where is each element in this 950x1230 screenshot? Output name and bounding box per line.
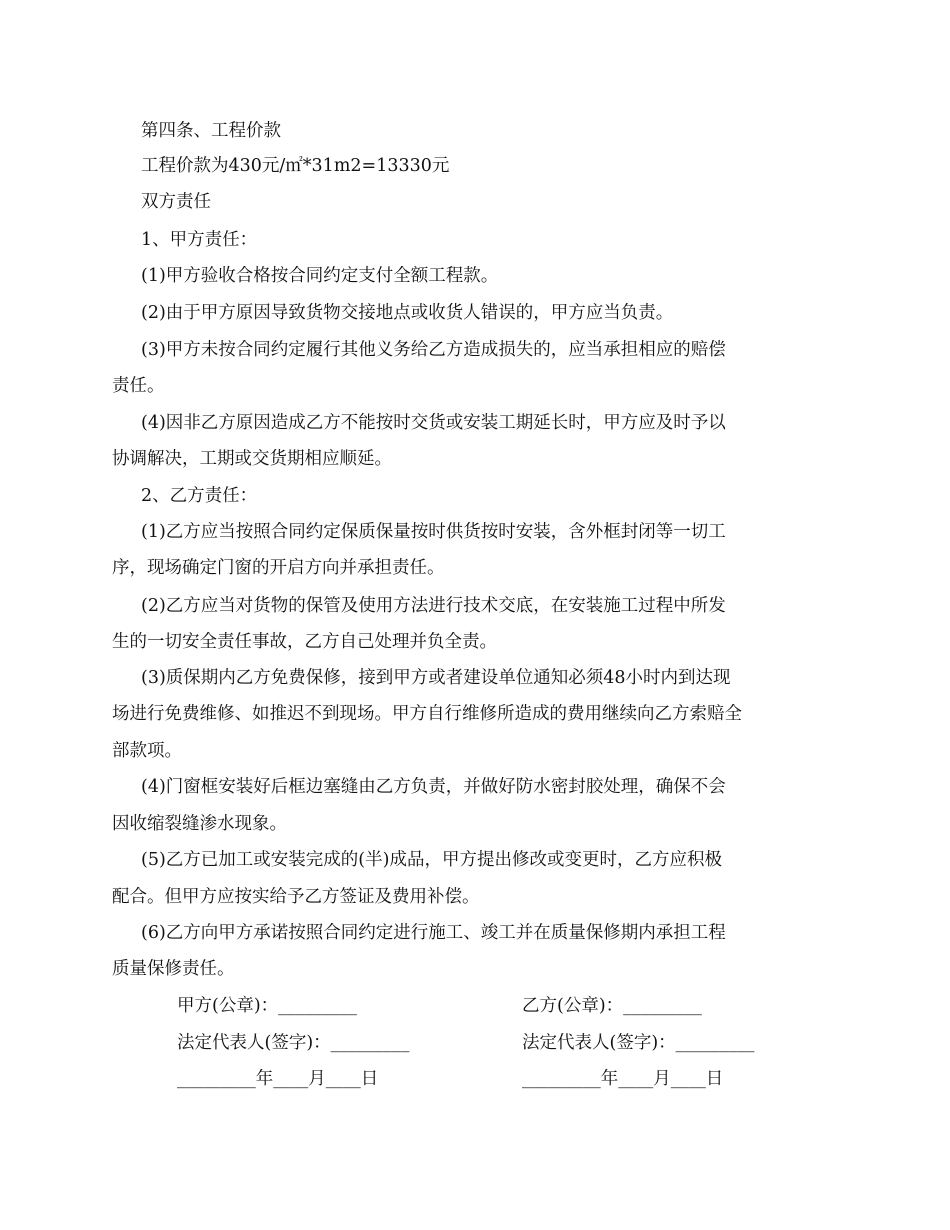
party-a-item: (1)甲方验收合格按合同约定支付全额工程款。 <box>141 266 499 286</box>
party-b-representative-field: 法定代表人(签字)：_________ <box>522 1033 755 1053</box>
party-a-item: (4)因非乙方原因造成乙方不能按时交货或安装工期延长时，甲方应及时予以 <box>141 413 726 433</box>
party-a-item: (3)甲方未按合同约定履行其他义务给乙方造成损失的，应当承担相应的赔偿 <box>141 340 726 360</box>
party-a-heading: 1、甲方责任： <box>141 230 258 250</box>
party-b-item-continued: 配合。但甲方应按实给予乙方签证及费用补偿。 <box>112 887 480 907</box>
responsibilities-heading: 双方责任 <box>141 192 211 212</box>
party-b-item-continued: 质量保修责任。 <box>112 959 235 979</box>
party-b-item: (1)乙方应当按照合同约定保质保量按时供货按时安装，含外框封闭等一切工 <box>141 522 726 542</box>
party-a-representative-field: 法定代表人(签字)：_________ <box>177 1033 410 1053</box>
party-a-item: (2)由于甲方原因导致货物交接地点或收货人错误的，甲方应当负责。 <box>141 303 674 323</box>
party-b-item-continued: 场进行免费维修、如推迟不到现场。甲方自行维修所造成的费用继续向乙方索赔全 <box>112 704 742 724</box>
party-a-date-field: _________年____月____日 <box>177 1069 379 1089</box>
party-b-date-field: _________年____月____日 <box>522 1069 724 1089</box>
party-b-item: (2)乙方应当对货物的保管及使用方法进行技术交底，在安装施工过程中所发 <box>141 596 726 616</box>
party-b-item: (6)乙方向甲方承诺按照合同约定进行施工、竣工并在质量保修期内承担工程 <box>141 923 726 943</box>
party-b-item: (4)门窗框安装好后框边塞缝由乙方负责，并做好防水密封胶处理，确保不会 <box>141 777 726 797</box>
party-a-seal-field: 甲方(公章)：_________ <box>177 996 357 1016</box>
party-b-item: (3)质保期内乙方免费保修，接到甲方或者建设单位通知必须48小时内到达现 <box>141 668 731 688</box>
party-a-item-continued: 责任。 <box>112 376 165 396</box>
article-title: 第四条、工程价款 <box>141 121 281 141</box>
price-line: 工程价款为430元/㎡*31m2=13330元 <box>141 156 450 176</box>
party-b-item-continued: 序，现场确定门窗的开启方向并承担责任。 <box>112 558 445 578</box>
party-b-item-continued: 因收缩裂缝渗水现象。 <box>112 814 287 834</box>
party-b-seal-field: 乙方(公章)：_________ <box>522 996 702 1016</box>
party-b-item: (5)乙方已加工或安装完成的(半)成品，甲方提出修改或变更时，乙方应积极 <box>141 850 722 870</box>
party-b-item-continued: 部款项。 <box>112 741 182 761</box>
party-b-item-continued: 生的一切安全责任事故，乙方自己处理并负全责。 <box>112 632 497 652</box>
party-b-heading: 2、乙方责任： <box>141 486 258 506</box>
party-a-item-continued: 协调解决，工期或交货期相应顺延。 <box>112 449 392 469</box>
